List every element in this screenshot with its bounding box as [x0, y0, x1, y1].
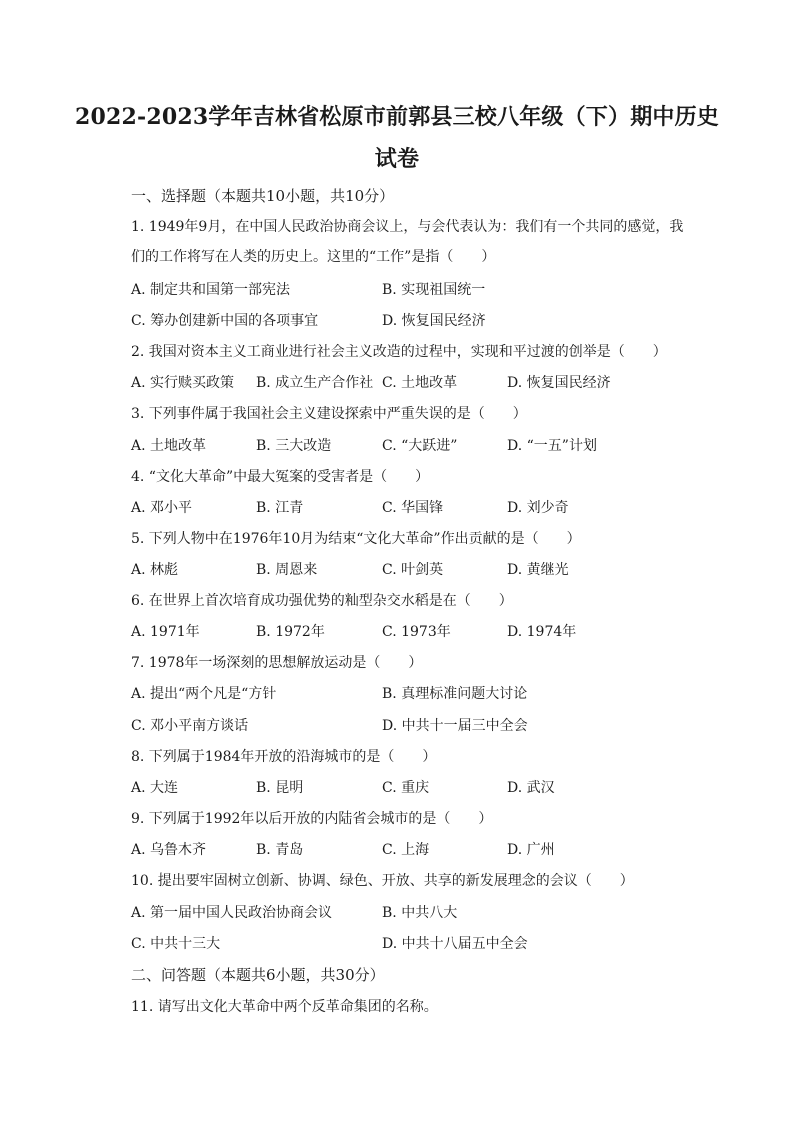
question-8-option-a: A. 大连: [131, 780, 179, 796]
question-7-option-b: B. 真理标准问题大讨论: [382, 686, 528, 702]
section-heading-choice: 一、选择题（本题共10小题，共10分）: [131, 187, 395, 205]
question-9-stem: 9. 下列属于1992年以后开放的内陆省会城市的是（ ）: [131, 811, 493, 827]
question-1-option-b: B. 实现祖国统一: [382, 282, 486, 298]
question-4-option-c: C. 华国锋: [382, 500, 444, 516]
exam-title-line1: 2022-2023学年吉林省松原市前郭县三校八年级（下）期中历史: [75, 104, 719, 130]
question-8-option-b: B. 昆明: [256, 780, 304, 796]
question-2-option-b: B. 成立生产合作社: [256, 375, 374, 391]
question-10-option-b: B. 中共八大: [382, 905, 458, 921]
question-3-option-a: A. 土地改革: [131, 438, 207, 454]
question-4-option-b: B. 江青: [256, 500, 304, 516]
question-7-option-d: D. 中共十一届三中全会: [382, 718, 528, 734]
question-6-option-a: A. 1971年: [131, 624, 200, 640]
question-3-option-b: B. 三大改造: [256, 438, 332, 454]
question-2-option-c: C. 土地改革: [382, 375, 458, 391]
question-9-option-c: C. 上海: [382, 842, 430, 858]
question-10-option-a: A. 第一届中国人民政治协商会议: [131, 905, 333, 921]
question-1-option-d: D. 恢复国民经济: [382, 313, 486, 329]
question-3-stem: 3. 下列事件属于我国社会主义建设探索中严重失误的是（ ）: [131, 406, 527, 422]
question-10-option-c: C. 中共十三大: [131, 936, 221, 952]
question-4-option-d: D. 刘少奇: [507, 500, 569, 516]
question-10-stem: 10. 提出要牢固树立创新、协调、绿色、开放、共享的新发展理念的会议（ ）: [131, 873, 634, 889]
question-4-stem: 4. “文化大革命”中最大冤案的受害者是（ ）: [131, 469, 430, 485]
question-8-option-d: D. 武汉: [507, 780, 555, 796]
question-3-option-d: D. “一五”计划: [507, 438, 597, 454]
question-1-option-a: A. 制定共和国第一部宪法: [131, 282, 291, 298]
question-8-stem: 8. 下列属于1984年开放的沿海城市的是（ ）: [131, 749, 437, 765]
question-9-option-d: D. 广州: [507, 842, 555, 858]
question-3-option-c: C. “大跃进”: [382, 438, 458, 454]
question-5-option-d: D. 黄继光: [507, 562, 569, 578]
question-6-option-b: B. 1972年: [256, 624, 325, 640]
question-8-option-c: C. 重庆: [382, 780, 430, 796]
question-9-option-a: A. 乌鲁木齐: [131, 842, 207, 858]
question-2-stem: 2. 我国对资本主义工商业进行社会主义改造的过程中，实现和平过渡的创举是（ ）: [131, 344, 667, 360]
question-7-option-a: A. 提出“两个凡是“方针: [131, 686, 277, 702]
question-9-option-b: B. 青岛: [256, 842, 304, 858]
question-1-stem-line1: 1. 1949年9月，在中国人民政治协商会议上，与会代表认为：我们有一个共同的感觉，我: [131, 219, 684, 235]
question-7-option-c: C. 邓小平南方谈话: [131, 718, 249, 734]
question-2-option-d: D. 恢复国民经济: [507, 375, 611, 391]
question-1-option-c: C. 筹办创建新中国的各项事宜: [131, 313, 319, 329]
question-7-stem: 7. 1978年一场深刻的思想解放运动是（ ）: [131, 655, 423, 671]
question-6-stem: 6. 在世界上首次培育成功强优势的籼型杂交水稻是在（ ）: [131, 593, 513, 609]
question-5-option-a: A. 林彪: [131, 562, 179, 578]
section-heading-qa: 二、问答题（本题共6小题，共30分）: [131, 966, 385, 984]
question-5-option-c: C. 叶剑英: [382, 562, 444, 578]
question-10-option-d: D. 中共十八届五中全会: [382, 936, 528, 952]
question-6-option-c: C. 1973年: [382, 624, 451, 640]
question-2-option-a: A. 实行赎买政策: [131, 375, 235, 391]
question-5-stem: 5. 下列人物中在1976年10月为结束“文化大革命”作出贡献的是（ ）: [131, 531, 581, 547]
question-4-option-a: A. 邓小平: [131, 500, 193, 516]
exam-title-line2: 试卷: [374, 146, 420, 172]
question-6-option-d: D. 1974年: [507, 624, 577, 640]
question-11-stem: 11. 请写出文化大革命中两个反革命集团的名称。: [131, 999, 438, 1015]
question-5-option-b: B. 周恩来: [256, 562, 318, 578]
question-1-stem-line2: 们的工作将写在人类的历史上。这里的“工作”是指（ ）: [131, 249, 496, 265]
